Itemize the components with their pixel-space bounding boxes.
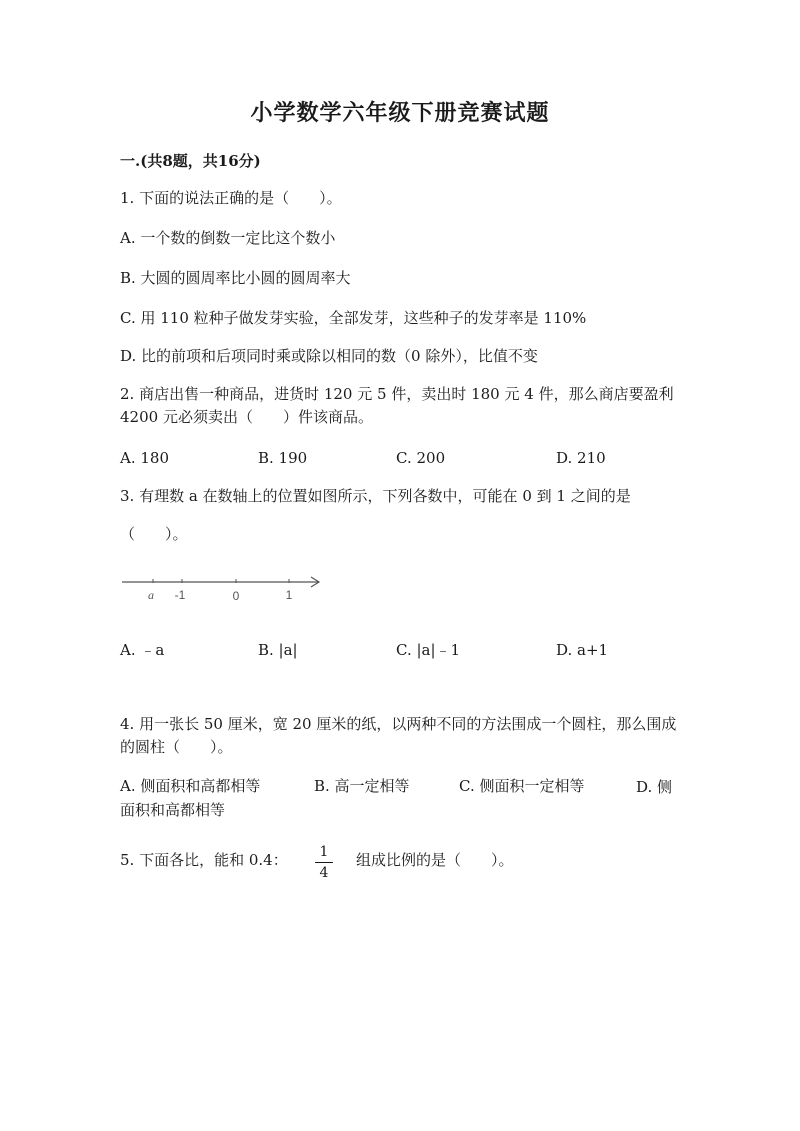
section-heading: 一.(共8题，共16分) (120, 152, 261, 170)
tick-label-minus-1: -1 (174, 588, 186, 602)
question-3-option-d: D. a+1 (556, 641, 609, 659)
question-3-option-a: A. ﹣a (120, 641, 165, 659)
tick-label-1: 1 (285, 588, 293, 602)
question-2-option-a: A. 180 (120, 449, 169, 467)
question-4-stem: 4. 用一张长 50 厘米，宽 20 厘米的纸，以两种不同的方法围成一个圆柱，那么围成的圆柱（ ）。 (120, 715, 677, 756)
question-1-option-a: A. 一个数的倒数一定比这个数小 (120, 229, 336, 247)
number-line-figure (120, 570, 330, 606)
question-3-stem-line1: 3. 有理数 a 在数轴上的位置如图所示，下列各数中，可能在 0 到 1 之间的是 (120, 487, 631, 505)
question-5-stem-before: 5. 下面各比，能和 0.4： (120, 851, 288, 869)
question-2-option-c: C. 200 (396, 449, 446, 467)
question-1-option-c: C. 用 110 粒种子做发芽实验，全部发芽，这些种子的发芽率是 110% (120, 309, 587, 327)
fraction-one-quarter (314, 844, 334, 881)
question-4-option-c: C. 侧面积一定相等 (459, 777, 585, 795)
question-2-option-b: B. 190 (258, 449, 308, 467)
question-4-option-a: A. 侧面积和高都相等 (120, 777, 261, 795)
question-1-option-b: B. 大圆的圆周率比小圆的圆周率大 (120, 269, 351, 287)
question-1-option-d: D. 比的前项和后项同时乘或除以相同的数（0 除外），比值不变 (120, 347, 538, 365)
question-2-option-d: D. 210 (556, 449, 606, 467)
question-3-option-b: B. |a| (258, 641, 298, 659)
question-4-option-d: D. 侧面积和高都相等 (120, 778, 673, 819)
fraction-bar (315, 862, 333, 863)
question-2-stem: 2. 商店出售一种商品，进货时 120 元 5 件，卖出时 180 元 4 件，那么商店要盈利 4200 元必须卖出（ ）件该商品。 (120, 385, 674, 426)
tick-label-0: 0 (232, 589, 240, 603)
tick-label-a: a (148, 588, 154, 602)
question-4-option-b: B. 高一定相等 (314, 777, 410, 795)
question-5-stem-after: 组成比例的是（ ）。 (356, 851, 514, 869)
page-title: 小学数学六年级下册竞赛试题 (250, 100, 550, 126)
question-1-stem: 1. 下面的说法正确的是（ ）。 (120, 189, 342, 207)
fraction-denominator: 4 (319, 865, 329, 881)
fraction-numerator: 1 (319, 844, 329, 860)
question-3-stem-line2: （ ）。 (120, 525, 188, 543)
question-3-option-c: C. |a|﹣1 (396, 641, 461, 659)
